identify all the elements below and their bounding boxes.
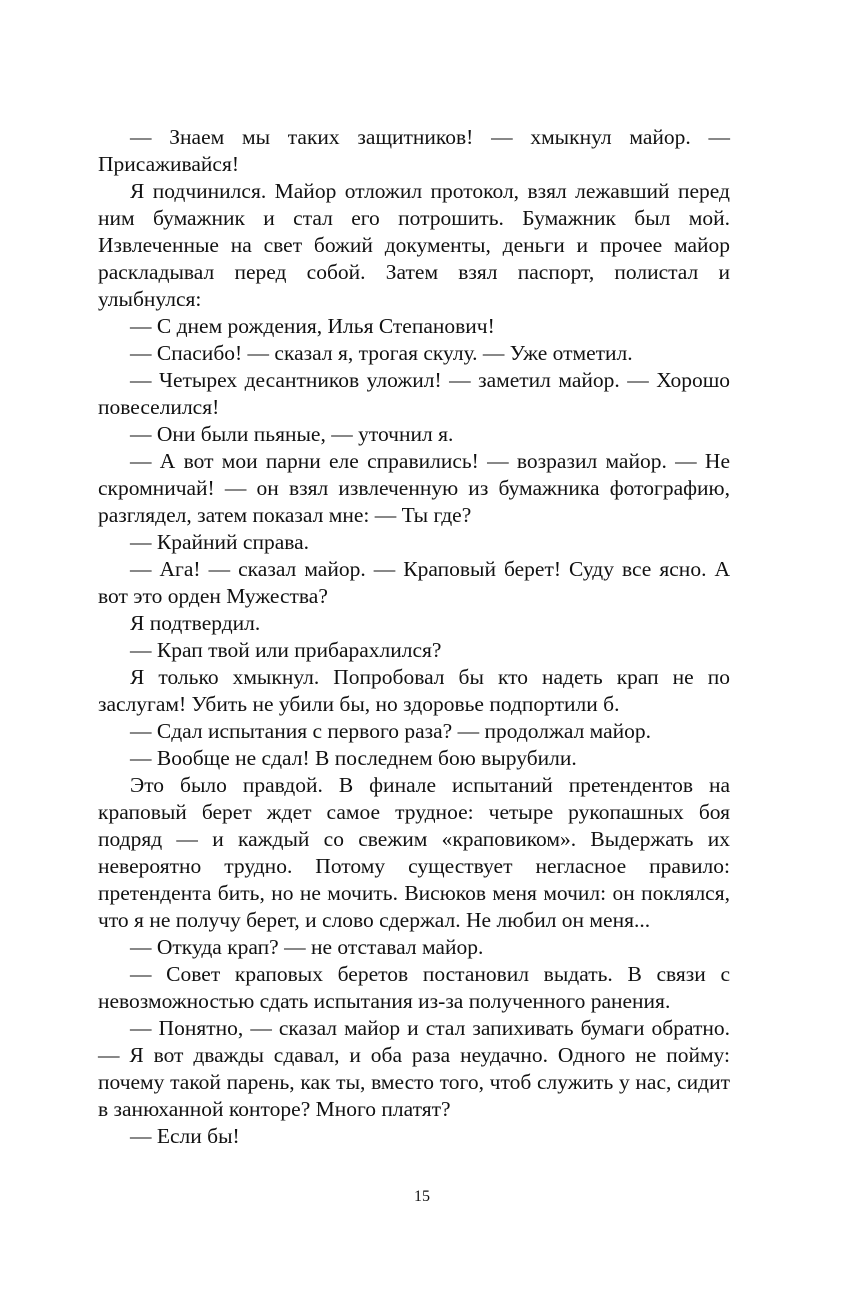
page-number: 15 <box>414 1188 430 1205</box>
paragraph-2: Я подчинился. Майор отложил протокол, взял лежавший перед ним бумажник и стал его потрошить. Бумажник был мой. Извлеченные на свет божий документы, деньги и прочее майор раскладывал перед собой. Затем взял паспорт, полистал и улыбнулся: <box>98 179 730 311</box>
paragraph-18: — Понятно, — сказал майор и стал запихивать бумаги обратно. — Я вот дважды сдавал, и оба раза неудачно. Одного не пойму: почему такой парень, как ты, вместо того, чтоб служить у нас, сидит в занюханной конторе? Много платят? <box>98 1016 730 1121</box>
paragraph-16: — Откуда крап? — не отставал майор. <box>130 935 484 959</box>
paragraph-4: — Спасибо! — сказал я, трогая скулу. — Уже отметил. <box>130 341 633 365</box>
paragraph-6: — Они были пьяные, — уточнил я. <box>130 422 454 446</box>
paragraph-11: — Крап твой или прибарахлился? <box>130 638 442 662</box>
paragraph-9: — Ага! — сказал майор. — Краповый берет! Суду все ясно. А вот это орден Мужества? <box>98 557 730 608</box>
paragraph-13: — Сдал испытания с первого раза? — продолжал майор. <box>130 719 652 743</box>
paragraph-15: Это было правдой. В финале испытаний претендентов на краповый берет ждет самое трудное: четыре рукопашных боя подряд — и каждый со свежим «краповиком». Выдержать их невероятно трудно. Потому существует негласное правило: претендента бить, но не мочить. Висюков меня мочил: он поклялся, что я не получу берет, и слово сдержал. Не любил он меня... <box>98 773 730 932</box>
paragraph-14: — Вообще не сдал! В последнем бою вырубили. <box>130 746 577 770</box>
paragraph-8: — Крайний справа. <box>130 530 310 554</box>
paragraph-1: — Знаем мы таких защитников! — хмыкнул майор. — Присаживайся! <box>98 125 730 176</box>
body-text <box>98 124 730 1150</box>
paragraph-12: Я только хмыкнул. Попробовал бы кто надеть крап не по заслугам! Убить не убили бы, но здоровье подпортили б. <box>98 665 730 716</box>
paragraph-5: — Четырех десантников уложил! — заметил майор. — Хорошо повеселился! <box>98 368 730 419</box>
paragraph-17: — Совет краповых беретов постановил выдать. В связи с невозможностью сдать испытания из-за полученного ранения. <box>98 962 730 1013</box>
paragraph-10: Я подтвердил. <box>130 611 261 635</box>
paragraph-7: — А вот мои парни еле справились! — возразил майор. — Не скромничай! — он взял извлеченную из бумажника фотографию, разглядел, затем показал мне: — Ты где? <box>98 449 730 527</box>
paragraph-3: — С днем рождения, Илья Степанович! <box>130 314 495 338</box>
paragraph-19: — Если бы! <box>130 1124 240 1148</box>
